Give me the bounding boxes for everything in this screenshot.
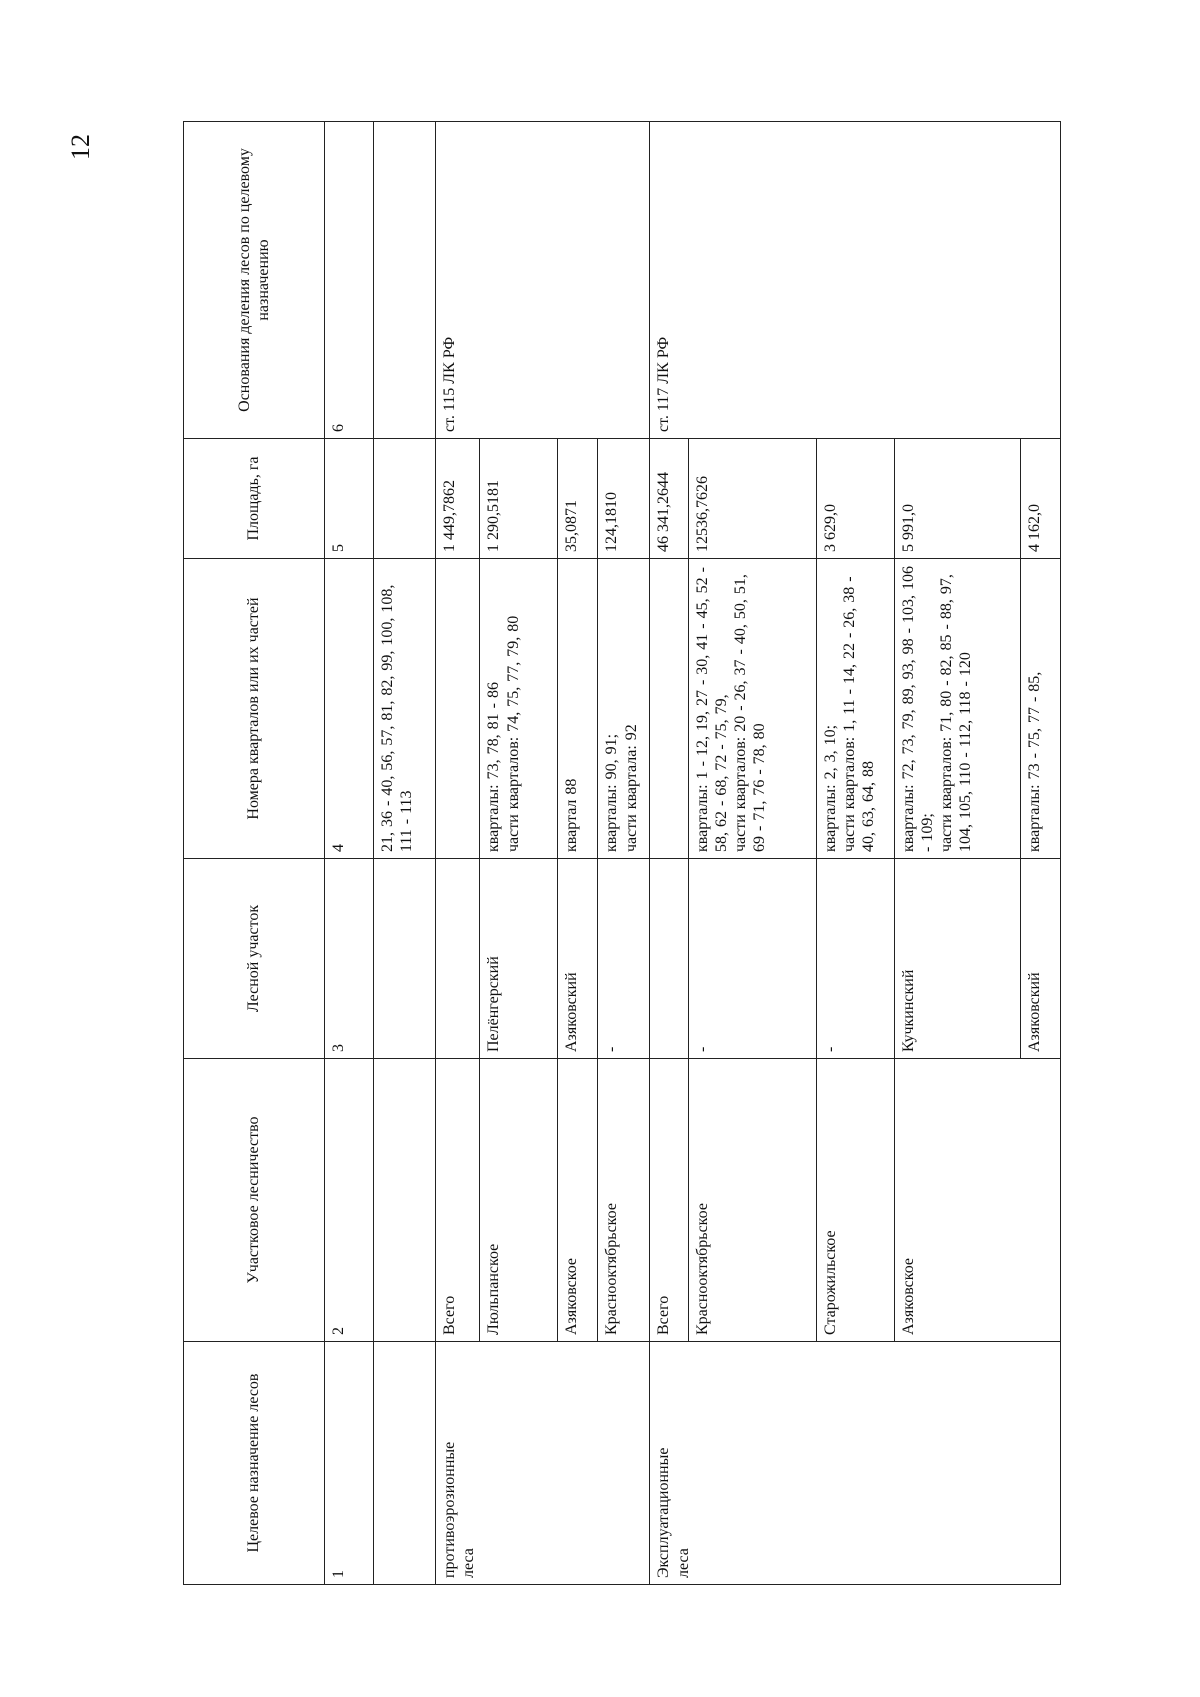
purpose-line: Эксплуатационные — [655, 1447, 673, 1578]
total-area: 1 449,7862 — [436, 439, 480, 559]
page-number: 12 — [66, 134, 95, 160]
table-row-protivo-total — [436, 122, 480, 1585]
forestry-cell: Азяковское — [894, 1059, 1060, 1342]
table-row-continuation — [374, 122, 436, 1585]
table-row-eksp-total — [650, 122, 688, 1585]
plot-cell: - — [688, 859, 816, 1059]
cell-empty — [374, 1342, 436, 1585]
forestry-cell: Азяковское — [558, 1059, 598, 1342]
quarters-line: кварталы: 1 - 12, 19, 27 - 30, 41 - 45, 52 - 58, 62 - 68, 72 - 75, 79, — [693, 567, 730, 852]
quarters-cell: квартал 88 — [558, 559, 598, 859]
area-cell: 12536,7626 — [688, 439, 816, 559]
plot-cell: Пелёнгерский — [480, 859, 558, 1059]
cell-empty — [650, 559, 688, 859]
quarters-line: части квартала: 92 — [622, 724, 640, 852]
quarters-line: кварталы: 2, 3, 10; — [821, 724, 839, 852]
purpose-line: леса — [460, 1548, 478, 1578]
cell-empty — [374, 859, 436, 1059]
plot-cell: Азяковский — [1020, 859, 1060, 1059]
area-cell: 5 991,0 — [894, 439, 1020, 559]
header-area: Площадь, га — [184, 439, 325, 559]
column-number-row — [325, 122, 374, 1585]
quarters-line: части кварталов: 1, 11 - 14, 22 - 26, 38 - 40, 63, 64, 88 — [840, 576, 878, 852]
quarters-line: части кварталов: 74, 75, 77, 79, 80 — [504, 615, 522, 852]
column-number: 2 — [325, 1059, 374, 1342]
forestry-cell: Старожильское — [816, 1059, 894, 1342]
table-header-row — [184, 122, 325, 1585]
column-number: 1 — [325, 1342, 374, 1585]
quarters-line: части кварталов: 71, 80 - 82, 85 - 88, 97, 104, 105, 110 - 112, 118 - 120 — [938, 574, 975, 852]
quarters-cell — [688, 559, 816, 859]
cell-empty — [374, 122, 436, 439]
header-plot: Лесной участок — [184, 859, 325, 1059]
basis-cell-eksp: ст. 117 ЛК РФ — [650, 122, 1061, 439]
purpose-cell-protivo — [436, 1342, 650, 1585]
quarters-cell — [894, 559, 1020, 859]
header-basis: Основания деления лесов по целевому назначению — [184, 122, 325, 439]
column-number: 4 — [325, 559, 374, 859]
column-number: 6 — [325, 122, 374, 439]
total-label: Всего — [650, 1059, 688, 1342]
quarters-cell — [598, 559, 650, 859]
total-label: Всего — [436, 1059, 480, 1342]
cell-empty — [436, 559, 480, 859]
area-cell: 124,1810 — [598, 439, 650, 559]
quarters-cell — [816, 559, 894, 859]
forest-table-container — [183, 122, 1061, 1585]
plot-cell: - — [598, 859, 650, 1059]
forestry-cell: Краснооктябрьское — [598, 1059, 650, 1342]
plot-cell: Кучкинский — [894, 859, 1020, 1059]
purpose-line: леса — [674, 1548, 692, 1578]
area-cell: 1 290,5181 — [480, 439, 558, 559]
purpose-line: противоэрозионные — [441, 1441, 459, 1578]
quarters-line: кварталы: 72, 73, 79, 89, 93, 98 - 103, 106 - 109; — [899, 566, 936, 852]
quarters-cell: 21, 36 - 40, 56, 57, 81, 82, 99, 100, 108, 111 - 113 — [374, 559, 436, 859]
forestry-cell: Краснооктябрьское — [688, 1059, 816, 1342]
quarters-cell: кварталы: 73 - 75, 77 - 85, — [1020, 559, 1060, 859]
quarters-line: кварталы: 73, 78, 81 - 86 — [485, 682, 503, 852]
forest-purpose-table — [183, 121, 1061, 1585]
column-number: 5 — [325, 439, 374, 559]
area-cell: 3 629,0 — [816, 439, 894, 559]
purpose-cell-eksp — [650, 1342, 1061, 1585]
cell-empty — [374, 439, 436, 559]
header-quarters: Номера кварталов или их частей — [184, 559, 325, 859]
area-cell: 35,0871 — [558, 439, 598, 559]
header-purpose: Целевое назначение лесов — [184, 1342, 325, 1585]
plot-cell: - — [816, 859, 894, 1059]
basis-cell-protivo: ст. 115 ЛК РФ — [436, 122, 650, 439]
column-number: 3 — [325, 859, 374, 1059]
cell-empty — [374, 1059, 436, 1342]
quarters-cell — [480, 559, 558, 859]
area-cell: 4 162,0 — [1020, 439, 1060, 559]
total-area: 46 341,2644 — [650, 439, 688, 559]
quarters-line: части кварталов: 20 - 26, 37 - 40, 50, 51, 69 - 71, 76 - 78, 80 — [731, 574, 769, 852]
cell-empty — [436, 859, 480, 1059]
quarters-line: кварталы: 90, 91; — [603, 733, 621, 852]
header-forestry: Участковое лесничество — [184, 1059, 325, 1342]
plot-cell: Азяковский — [558, 859, 598, 1059]
forestry-cell: Люльпанское — [480, 1059, 558, 1342]
cell-empty — [650, 859, 688, 1059]
